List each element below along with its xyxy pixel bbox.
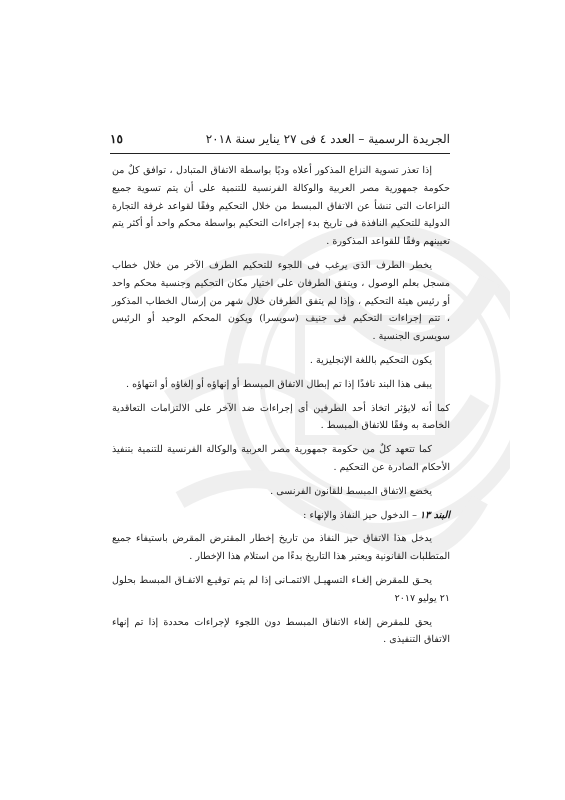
- section-title: – الدخول حيز النفاذ والإنهاء :: [303, 509, 420, 521]
- paragraph: يخطر الطرف الذى يرغب فى اللجوء للتحكيم الطرف الآخر من خلال خطاب مسجل بعلم الوصول ، ويتفق الطرفان على اختيار مكان التحكيم وجنسية محكم واحد أو رئيس هيئة التحكيم ، وإذا لم يتفق الطرفان خلال شهر من إرسال الخطاب المذكور ، تتم إجراءات التحكيم فى جنيف (سويسرا) ويكون المحكم الوحيد أو الرئيس سويسرى الجنسية .: [112, 259, 450, 343]
- paragraph: إذا تعذر تسوية النزاع المذكور أعلاه وديًا بواسطة الاتفاق المتبادل ، توافق كلٌ من حكومة جمهورية مصر العربية والوكالة الفرنسية للتنمية على أن يتم تسوية جميع النزاعات التى تنشأ عن الاتفاق المبسط من خلال التحكيم وفقًا لقواعد غرفة التجارة الدولية للتحكيم النافذة فى تاريخ بدء إجراءات التحكيم بواسطة محكم واحد أو أكثر يتم تعيينهم وفقًا للقواعد المذكورة .: [112, 165, 450, 248]
- paragraph: يحق للمقرض إلغاء الاتفاق المبسط دون اللجوء لإجراءات محددة إذا تم إنهاء الاتفاق التنفيذى .: [112, 616, 450, 646]
- section-heading: [112, 507, 450, 525]
- header-rule: [110, 153, 450, 154]
- paragraph: يبقى هذا البند نافذًا إذا تم إبطال الاتفاق المبسط أو إنهاؤه أو إلغاؤه أو انتهاؤه .: [125, 378, 432, 390]
- paragraph: يحـق للمقرض إلغـاء التسهيـل الائتمـانى إذا لم يتم توقيـع الاتفـاق المبسط بحلول ٢١ يوليو ٢٠١٧: [112, 574, 450, 604]
- paragraph: يخضع الاتفاق المبسط للقانون الفرنسى .: [270, 485, 432, 497]
- page-header: [110, 128, 450, 150]
- section-number: البند ١٣: [419, 509, 450, 521]
- paragraph: يكون التحكيم باللغة الإنجليزية .: [309, 354, 432, 366]
- document-body: [112, 162, 450, 655]
- paragraph: كما تتعهد كلٌ من حكومة جمهورية مصر العربية والوكالة الفرنسية للتنمية بتنفيذ الأحكام الصادرة عن التحكيم .: [112, 444, 450, 473]
- paragraph: كما أنه لايؤثر اتخاذ أحد الطرفين أى إجراءات ضد الآخر على الالتزامات التعاقدية الخاصة به وفقًا للاتفاق المبسط .: [112, 402, 450, 432]
- paragraph: يدخل هذا الاتفاق حيز النفاذ من تاريخ إخطار المقترض المقرض باستيفاء جميع المتطلبات القانونية ويعتبر هذا التاريخ بدءًا من استلام هذا الإخطار .: [112, 533, 450, 563]
- page-number: ١٥: [110, 132, 123, 146]
- gazette-title: الجريدة الرسمية – العدد ٤ فى ٢٧ يناير سنة ٢٠١٨: [205, 132, 450, 146]
